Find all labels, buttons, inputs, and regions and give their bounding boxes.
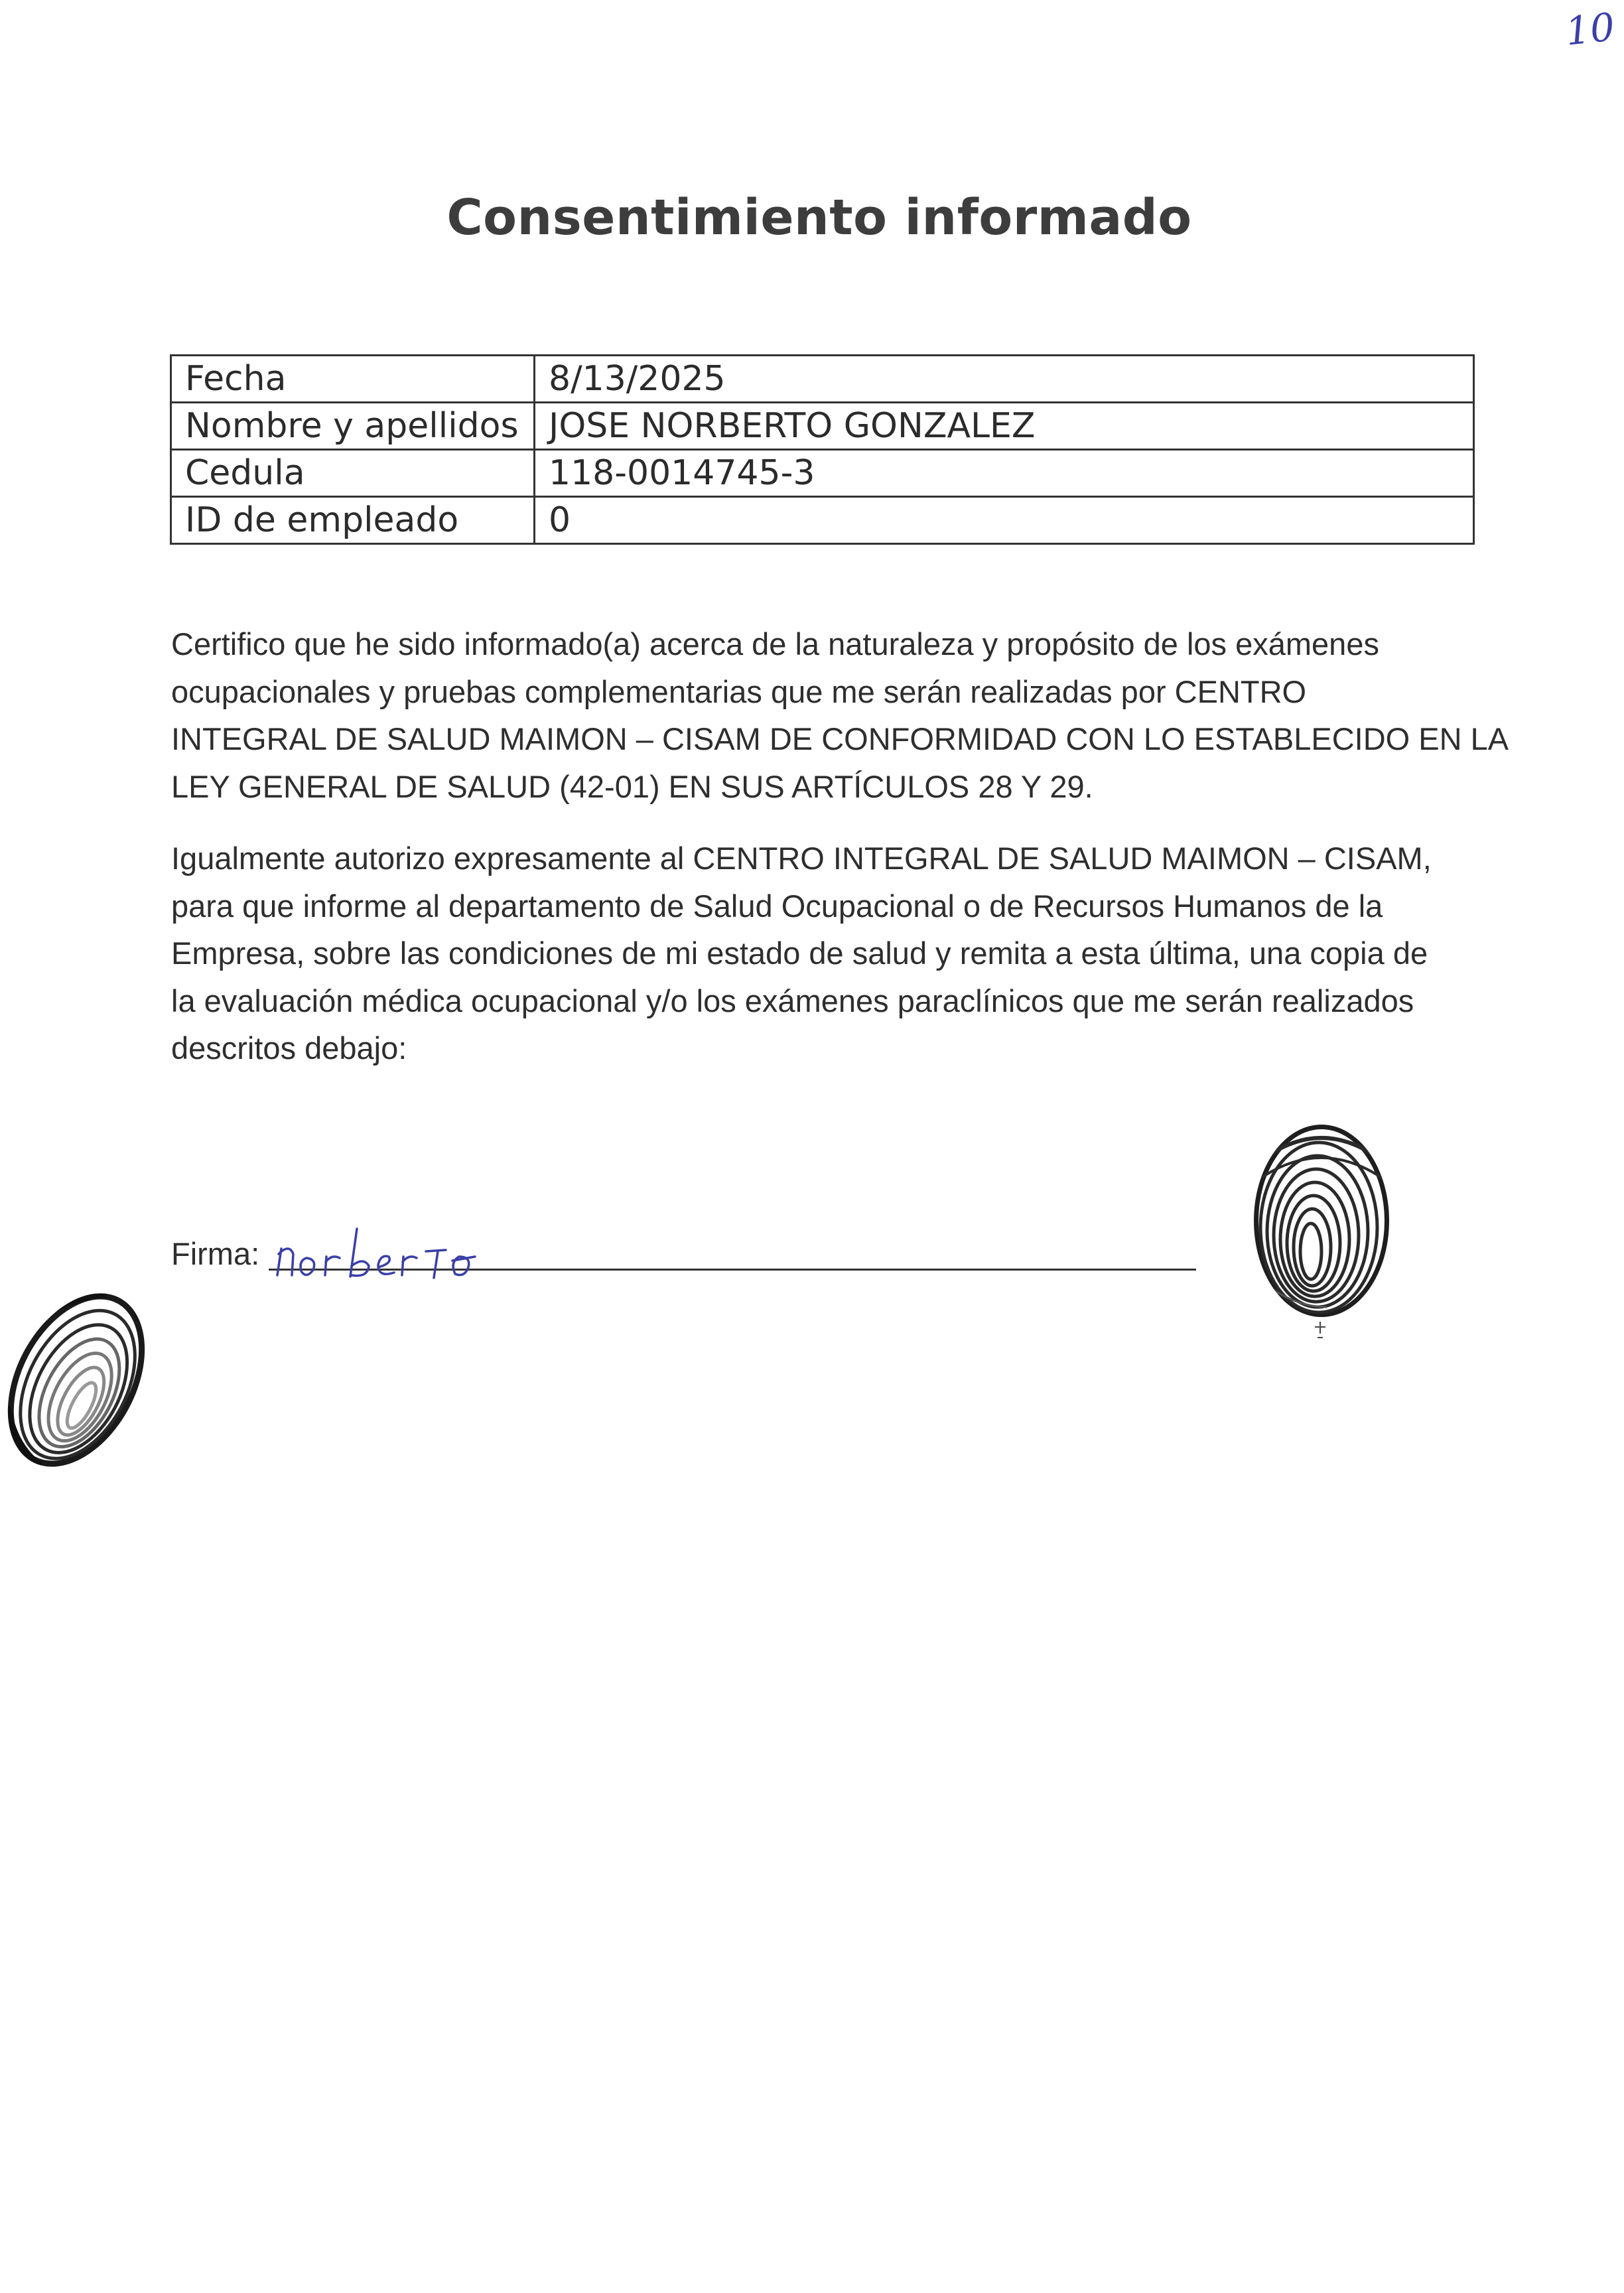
paragraph-line: INTEGRAL DE SALUD MAIMON – CISAM DE CONFORMIDAD CON LO ESTABLECIDO EN LA: [171, 721, 1509, 756]
page-title: Consentimiento informado: [446, 189, 1192, 246]
paragraph-line: Empresa, sobre las condiciones de mi estado de salud y remita a esta última, una copia de: [171, 936, 1428, 971]
paragraph-line: LEY GENERAL DE SALUD (42-01) EN SUS ARTÍCULOS 28 Y 29.: [171, 768, 1093, 804]
paragraph-line: Igualmente autorizo expresamente al CENTRO INTEGRAL DE SALUD MAIMON – CISAM,: [171, 841, 1432, 876]
paragraph-line: descritos debajo:: [171, 1030, 407, 1066]
row-label-cedula: Cedula: [171, 450, 535, 497]
row-value-cedula: 118-0014745-3: [535, 450, 1474, 497]
row-value-fecha: 8/13/2025: [535, 356, 1474, 403]
row-value-nombre: JOSE NORBERTO GONZALEZ: [535, 403, 1474, 450]
signature-label: Firma:: [171, 1236, 260, 1271]
paragraph-line: Certifico que he sido informado(a) acerca de la naturaleza y propósito de los exámenes: [171, 626, 1379, 661]
table-row: [171, 356, 1474, 403]
table-row: [171, 497, 1474, 544]
consent-paragraph-2: [171, 835, 1491, 1072]
handwritten-signature: [272, 1214, 498, 1287]
paragraph-line: para que informe al departamento de Salud Ocupacional o de Recursos Humanos de la: [171, 888, 1383, 924]
paragraph-line: la evaluación médica ocupacional y/o los exámenes paraclínicos que me serán realizados: [171, 983, 1414, 1018]
table-row: [171, 450, 1474, 497]
fingerprint-icon: [1247, 1108, 1406, 1347]
row-label-id-empleado: ID de empleado: [171, 497, 535, 544]
info-table: [170, 354, 1475, 545]
fingerprint-icon: [0, 1274, 153, 1486]
table-row: [171, 403, 1474, 450]
row-label-fecha: Fecha: [171, 356, 535, 403]
row-label-nombre: Nombre y apellidos: [171, 403, 535, 450]
consent-paragraph-1: [171, 620, 1509, 810]
paragraph-line: ocupacionales y pruebas complementarias que me serán realizadas por CENTRO: [171, 673, 1307, 709]
page-number: 10: [1563, 4, 1617, 54]
row-value-id-empleado: 0: [535, 497, 1474, 544]
